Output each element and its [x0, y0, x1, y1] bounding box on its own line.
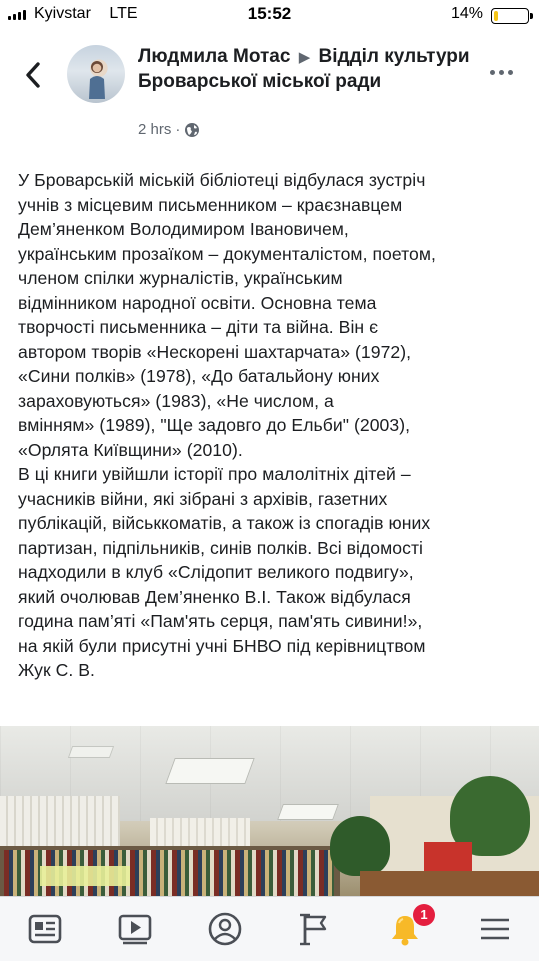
watch-tab[interactable] — [117, 911, 153, 947]
more-dot — [508, 70, 513, 75]
bottom-navigation-bar — [0, 896, 539, 961]
more-dot — [499, 70, 504, 75]
post-meta — [138, 121, 200, 138]
post-author-line — [138, 45, 478, 94]
meta-separator: · — [175, 121, 181, 138]
status-bar — [0, 0, 539, 30]
profile-icon — [207, 911, 243, 947]
status-time: 15:52 — [247, 4, 292, 23]
post-time[interactable]: 2 hrs — [138, 121, 172, 138]
battery-icon — [491, 8, 529, 24]
more-dot — [490, 70, 495, 75]
shared-to-arrow-icon: ▶ — [298, 49, 311, 66]
watch-icon — [117, 911, 153, 947]
chevron-left-icon — [22, 60, 44, 90]
author-avatar[interactable] — [67, 45, 125, 103]
news-feed-tab[interactable] — [27, 911, 63, 947]
shelf-labels — [40, 866, 130, 886]
potted-plant — [330, 816, 390, 876]
ceiling-lamp — [165, 758, 254, 784]
carrier-name: Kyivstar — [34, 5, 91, 22]
target-page-name[interactable]: Відділ культури Броварської міської ради — [138, 46, 470, 92]
battery-percent: 14% — [450, 5, 483, 22]
battery-cap — [530, 13, 533, 19]
menu-tab[interactable] — [477, 911, 513, 947]
post-options-button[interactable] — [490, 70, 513, 75]
network-type: LTE — [109, 5, 138, 22]
post-photo[interactable] — [0, 726, 539, 896]
red-sign — [424, 842, 472, 872]
author-name[interactable]: Людмила Мотас — [138, 46, 291, 67]
ceiling-lamp — [68, 746, 114, 758]
profile-tab[interactable] — [207, 911, 243, 947]
pages-tab[interactable] — [297, 911, 333, 947]
ceiling-lamp — [277, 804, 339, 820]
globe-icon — [184, 122, 200, 138]
avatar-photo — [85, 59, 109, 99]
display-table — [360, 871, 539, 896]
menu-icon — [477, 911, 513, 947]
notification-count-badge: 1 — [413, 904, 435, 926]
battery-fill — [494, 11, 498, 21]
news-feed-icon — [27, 911, 63, 947]
post-body-text: У Броварській міській бібліотеці відбулася зустріч учнів з місцевим письменником – краєзнавцем Дем’яненком Володимиром Івановичем, українським прозаїком – документалістом, поетом, членом спілки журналістів, українським відмінником народної освіти. Основна тема творчості письменника – діти та війна. Він є автором творів «Нескорені шахтарчата» (1972), «Сини полків» (1978), «До батальйону юних зараховуються» (1983), «Не числом, а вмінням» (1989), "Ще задовго до Ельби" (2003), «Орлята Київщини» (2010). В ці книги увійшли історії про малолітніх дітей – учасників війни, які зібрані з архівів, газетних публікацій, військкоматів, а також із спогадів юних партизан, підпільників, синів полків. Всі відомості надходили в клуб «Слідопит великого подвигу», який очолював Дем’яненко В.І. Також відбулася година пам’яті «Пам'ять серця, пам'ять сивини!», на якій були присутні учні БНВО під керівництвом Жук С. В. — [18, 170, 436, 680]
back-button[interactable] — [22, 60, 44, 90]
pages-flag-icon — [297, 911, 333, 947]
